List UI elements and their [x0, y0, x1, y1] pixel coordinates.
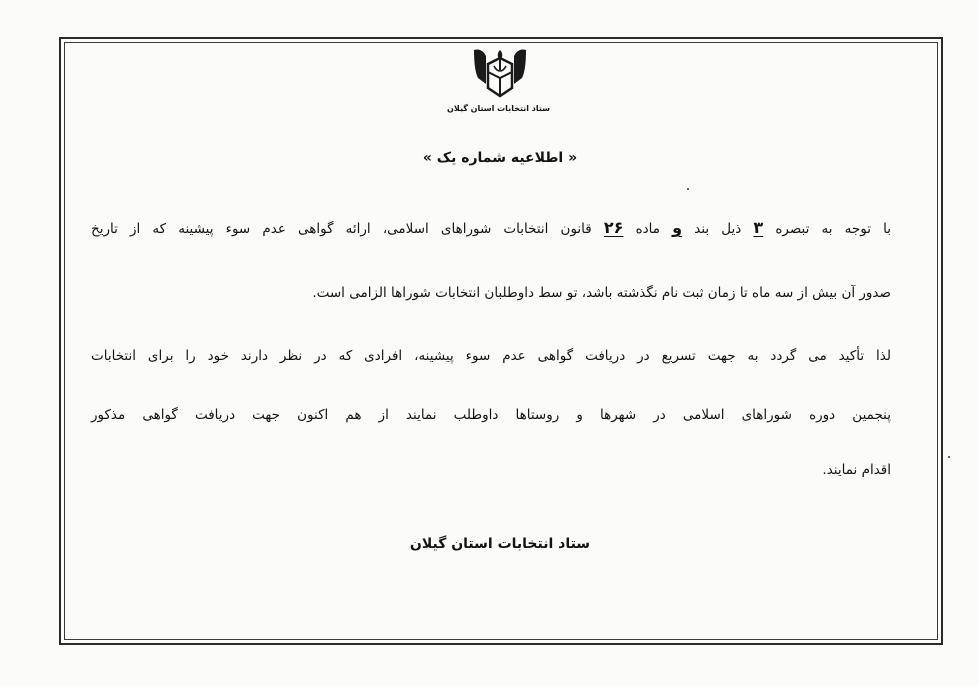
article-number: ۲۶	[603, 218, 624, 237]
note-number: ۳	[753, 218, 764, 237]
paragraph2-line2: پنجمین دوره شوراهای اسلامی در شهرها و روستاها داوطلب نمایند از هم اکنون جهت دریافت گواهی مذکور	[91, 407, 891, 423]
paragraph2-line3: اقدام نمایند.	[822, 462, 891, 478]
paragraph2-line1: لذا تأکید می گردد به جهت تسریع در دریافت گواهی عدم سوء پیشینه، افرادی که در نظر دارند خود را برای انتخابات	[91, 348, 891, 364]
paragraph1-line1	[91, 219, 891, 238]
p1-text-c: ماده	[635, 221, 660, 237]
p1-text-a: با توجه به تبصره	[775, 221, 891, 237]
scan-speck	[948, 456, 950, 458]
p1-text-b: ذیل بند	[694, 221, 742, 237]
notice-title: « اطلاعیه شماره یک »	[422, 150, 578, 166]
paragraph1-line2: صدور آن بیش از سه ماه تا زمان ثبت نام نگذشته باشد، تو سط داوطلبان انتخابات شوراها الزامی است.	[312, 285, 891, 301]
scan-speck	[687, 188, 689, 190]
signature: ستاد انتخابات استان گیلان	[409, 536, 591, 552]
election-headquarters-logo	[447, 44, 550, 113]
p1-text-d: قانون انتخابات شوراهای اسلامی، ارائه گواهی عدم سوء پیشینه که از تاریخ	[91, 221, 592, 237]
ballot-box-emblem-icon	[470, 44, 530, 102]
clause-letter: و	[672, 218, 683, 237]
logo-caption: ستاد انتخابات استان گیلان	[447, 104, 550, 113]
